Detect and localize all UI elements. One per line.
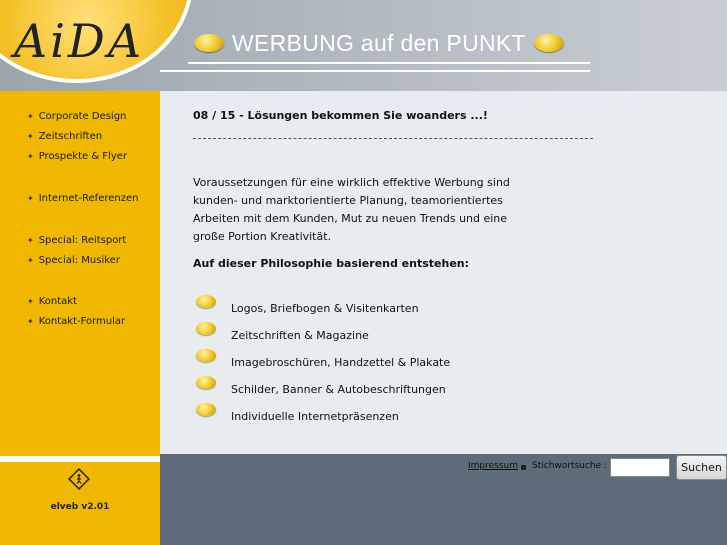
impressum-link[interactable]: Impressum — [468, 461, 519, 471]
nav-item-label: Kontakt-Formular — [38, 316, 126, 327]
service-item: Imagebroschüren, Handzettel & Plakate — [231, 356, 451, 369]
header-rule — [188, 62, 590, 64]
logo[interactable]: AiDA — [14, 14, 145, 68]
sidebar — [0, 91, 160, 456]
nav-item-prospekte-flyer[interactable] — [27, 151, 127, 162]
gold-pill-icon — [196, 349, 216, 362]
nav-item-kontakt-formular[interactable] — [27, 316, 125, 327]
elveb-version[interactable]: elveb v2.01 — [50, 502, 110, 512]
diamond-bullet-icon: ✦ — [27, 112, 34, 121]
page-title: 08 / 15 - Lösungen bekommen Sie woanders ...! — [193, 109, 488, 122]
diamond-bullet-icon: ✦ — [27, 256, 34, 265]
service-item: Zeitschriften & Magazine — [231, 329, 369, 342]
search-button[interactable]: Suchen — [676, 455, 727, 480]
nav-item-internet-referenzen[interactable] — [27, 193, 138, 204]
philosophy-heading: Auf dieser Philosophie basierend entstehen: — [193, 257, 470, 270]
service-item: Schilder, Banner & Autobeschriftungen — [231, 383, 446, 396]
search-input[interactable] — [610, 458, 670, 477]
nav-item-kontakt[interactable] — [27, 296, 77, 307]
nav-item-label: Special: Reitsport — [38, 235, 127, 246]
intro-text: Voraussetzungen für eine wirklich effektive Werbung sind kunden- und marktorientierte Planung, teamorientiertes Arbeiten mit dem Kunden, Mut zu neuen Trends und eine große Portion Kreativität. — [193, 176, 510, 243]
diamond-bullet-icon: ✦ — [27, 236, 34, 245]
nav-item-label: Zeitschriften — [38, 131, 103, 142]
slogan-text: WERBUNG auf den PUNKT — [232, 29, 526, 56]
service-item: Individuelle Internetpräsenzen — [231, 410, 399, 423]
nav-item-special-musiker[interactable] — [27, 255, 120, 266]
page-header — [0, 0, 727, 91]
square-bullet-icon — [521, 465, 526, 470]
slogan — [194, 28, 564, 58]
nav-item-label: Prospekte & Flyer — [38, 151, 128, 162]
gold-pill-icon — [196, 376, 216, 389]
gold-pill-icon — [534, 34, 564, 52]
nav-item-label: Corporate Design — [38, 111, 127, 122]
diamond-figure-icon[interactable] — [68, 468, 90, 490]
nav-item-label: Special: Musiker — [38, 255, 120, 266]
dashed-divider — [193, 138, 593, 139]
diamond-bullet-icon: ✦ — [27, 194, 34, 203]
gold-pill-icon — [196, 403, 216, 416]
nav-item-special-reitsport[interactable] — [27, 235, 126, 246]
service-item: Logos, Briefbogen & Visitenkarten — [231, 302, 419, 315]
nav-item-label: Kontakt — [38, 296, 77, 307]
gold-pill-icon — [196, 295, 216, 308]
gold-pill-icon — [194, 34, 224, 52]
nav-item-zeitschriften[interactable] — [27, 131, 102, 142]
nav-item-corporate-design[interactable] — [27, 111, 126, 122]
diamond-bullet-icon: ✦ — [27, 297, 34, 306]
diamond-bullet-icon: ✦ — [27, 152, 34, 161]
diamond-bullet-icon: ✦ — [27, 132, 34, 141]
search-label: Stichwortsuche : — [532, 461, 607, 471]
gold-pill-icon — [196, 322, 216, 335]
header-rule — [160, 70, 590, 72]
main-content — [160, 91, 727, 454]
diamond-bullet-icon: ✦ — [27, 317, 34, 326]
nav-item-label: Internet-Referenzen — [38, 193, 139, 204]
